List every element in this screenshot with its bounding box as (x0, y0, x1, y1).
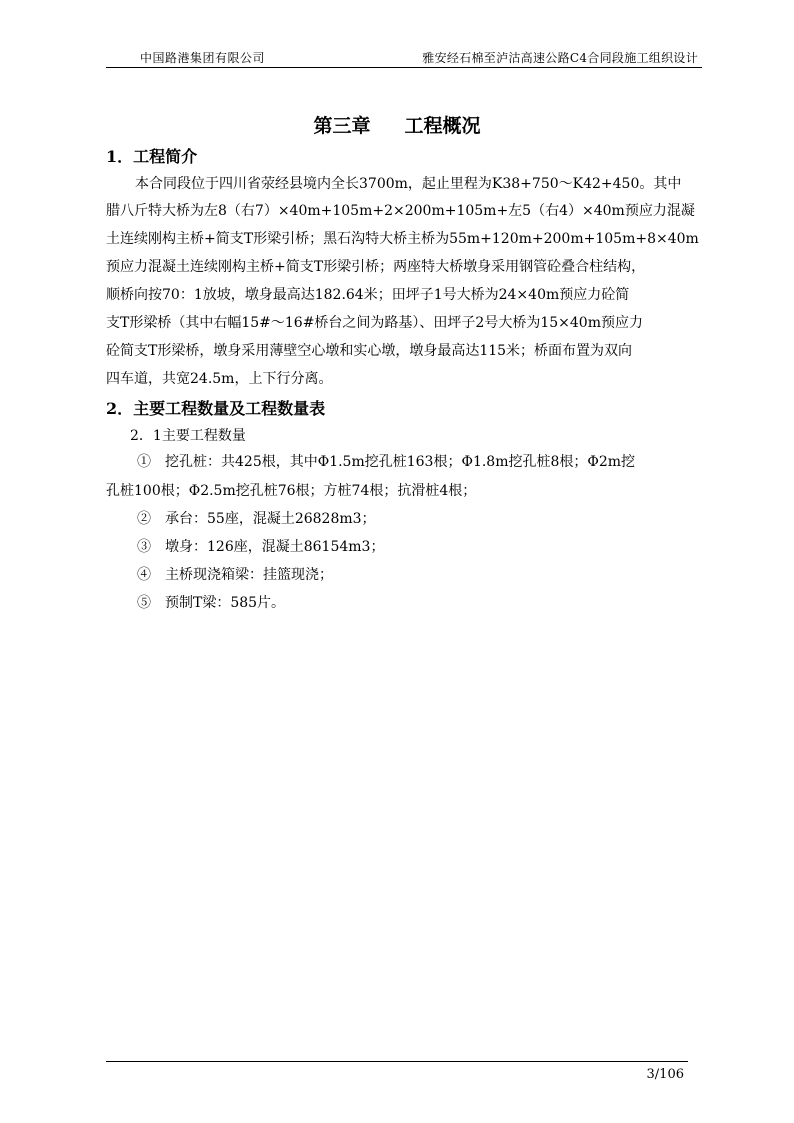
chapter-title (0, 111, 794, 138)
paragraph-line: 本合同段位于四川省荥经县境内全长3700m，起止里程为K38+750～K42+450。其中 (135, 176, 682, 192)
quantity-item-piles-cont: 孔桩100根；Φ2.5m挖孔桩76根；方桩74根；抗滑桩4根； (106, 483, 477, 499)
paragraph-line: 预应力混凝土连续刚构主桥+简支T形梁引桥；两座特大桥墩身采用钢管砼叠合柱结构， (106, 259, 646, 275)
chapter-number: 第三章 (313, 115, 371, 137)
quantity-item-piles: ① 挖孔桩：共425根，其中Φ1.5m挖孔桩163根；Φ1.8m挖孔桩8根；Φ2m挖 (137, 454, 636, 470)
quantity-item-box-girder: ④ 主桥现浇箱梁：挂篮现浇； (137, 567, 333, 583)
page-header (106, 47, 702, 68)
quantity-item-t-beams: ⑤ 预制T梁：585片。 (137, 595, 286, 611)
header-project: 雅安经石棉至泸沽高速公路C4合同段施工组织设计 (422, 51, 698, 65)
header-company: 中国路港集团有限公司 (140, 51, 266, 65)
paragraph-line: 土连续刚构主桥+简支T形梁引桥；黑石沟特大桥主桥为55m+120m+200m+105m+8×40m (106, 231, 699, 247)
footer-divider (106, 1061, 688, 1062)
subsection-heading: 2．1主要工程数量 (130, 428, 246, 444)
paragraph-line: 顺桥向按70：1放坡，墩身最高达182.64米；田坪子1号大桥为24×40m预应力砼简 (106, 287, 630, 303)
quantity-item-caps: ② 承台：55座，混凝土26828m3； (137, 511, 376, 527)
section-1-heading: 1．工程简介 (106, 147, 198, 166)
chapter-name: 工程概况 (404, 115, 481, 137)
paragraph-line: 支T形梁桥（其中右幅15#～16#桥台之间为路基）、田坪子2号大桥为15×40m预应力 (106, 315, 643, 331)
paragraph-line: 四车道，共宽24.5m，上下行分离。 (106, 371, 333, 387)
paragraph-line: 砼简支T形梁桥，墩身采用薄壁空心墩和实心墩，墩身最高达115米；桥面布置为双向 (106, 343, 633, 359)
page-number: 3/106 (646, 1067, 684, 1082)
quantity-item-piers: ③ 墩身：126座，混凝土86154m3； (137, 539, 385, 555)
paragraph-line: 腊八斤特大桥为左8（右7）×40m+105m+2×200m+105m+左5（右4）×40m预应力混凝 (106, 203, 695, 219)
section-2-heading: 2．主要工程数量及工程数量表 (106, 399, 326, 418)
